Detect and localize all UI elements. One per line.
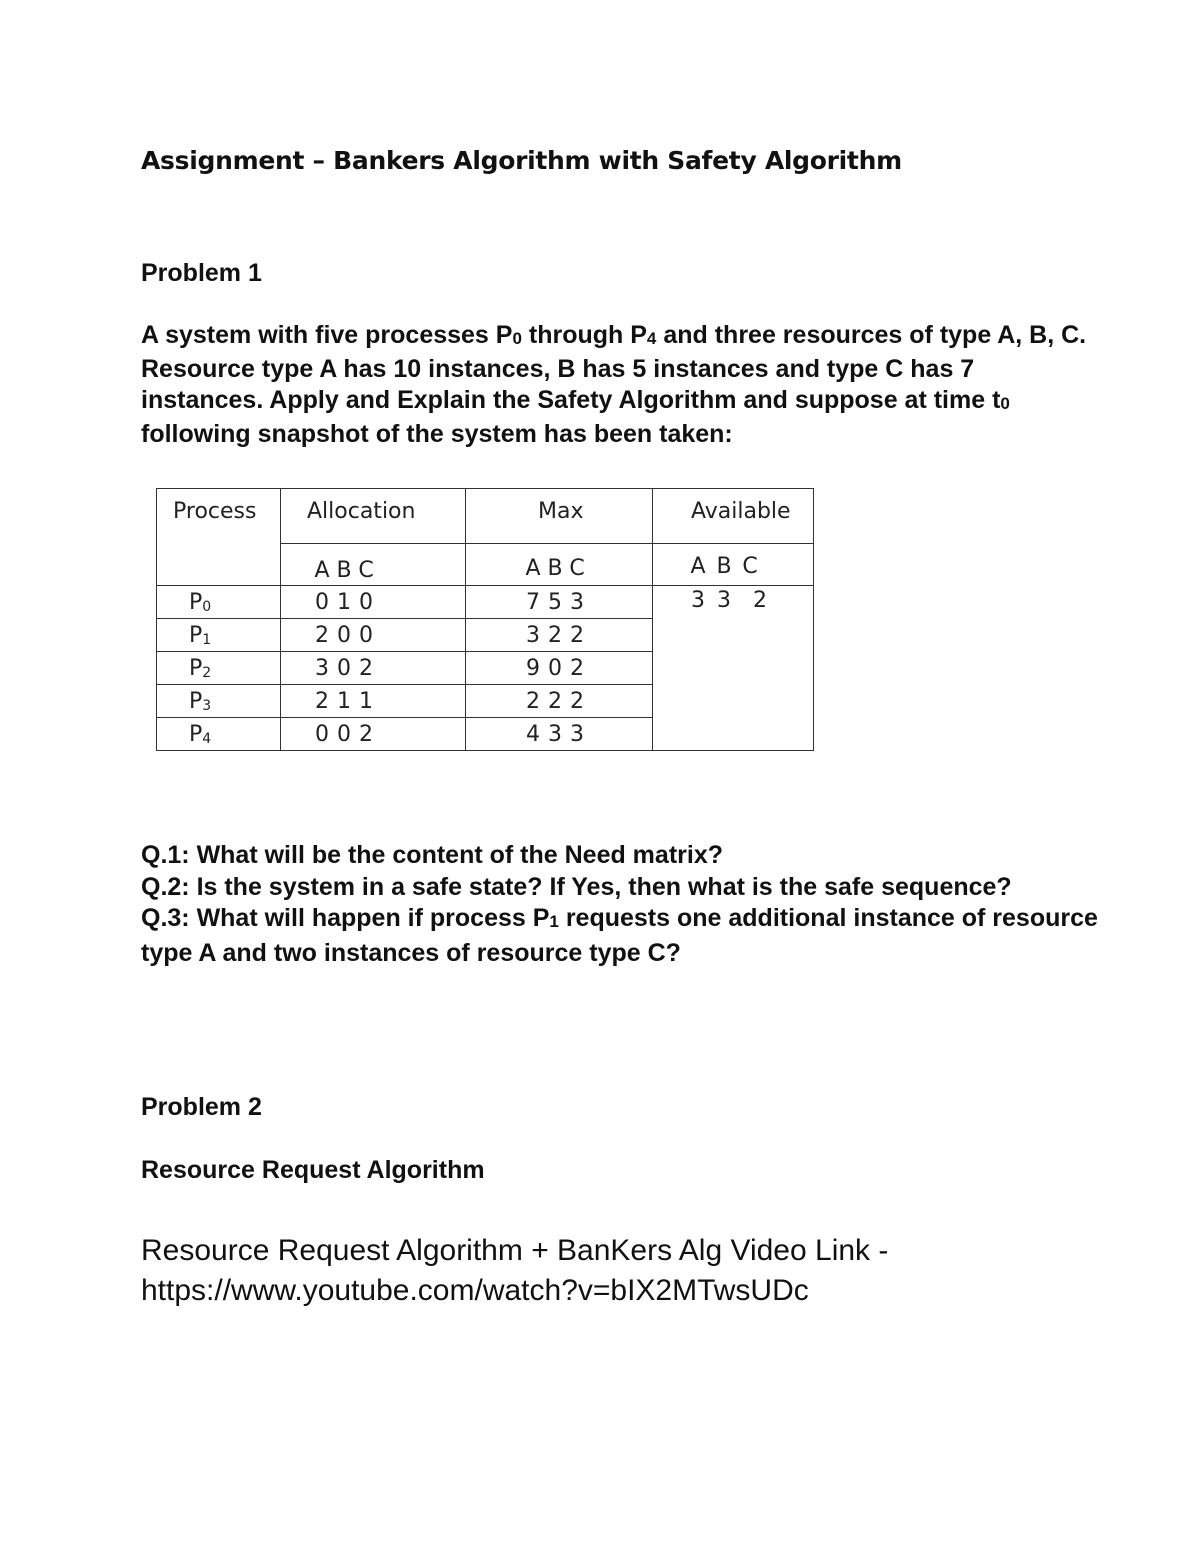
video-link-url[interactable]: https://www.youtube.com/watch?v=bIX2MTwsUDc	[141, 1274, 809, 1307]
label-a: A	[525, 556, 541, 581]
max-cell	[466, 685, 653, 718]
label-c: C	[358, 558, 374, 583]
allocation-cell	[281, 685, 466, 718]
header-allocation: Allocation	[307, 499, 416, 524]
header-max-cell	[466, 489, 653, 544]
max-values: 4 3 3	[526, 722, 584, 747]
available-cell	[653, 586, 814, 751]
para-sub-4: 4	[646, 329, 657, 348]
video-link-block	[141, 1231, 1101, 1311]
allocation-cell	[281, 619, 466, 652]
allocation-values: 3 0 2	[315, 656, 373, 681]
label-c: C	[569, 556, 585, 581]
allocation-cell	[281, 652, 466, 685]
label-a: A	[690, 554, 706, 579]
max-cell	[466, 619, 653, 652]
max-values: 7 5 3	[526, 590, 584, 615]
problem1-description	[141, 320, 1101, 450]
document-title: Assignment – Bankers Algorithm with Safety Algorithm	[141, 146, 902, 175]
video-link-label: Resource Request Algorithm + BanKers Alg Video Link -	[141, 1234, 889, 1267]
question-2: Q.2: Is the system in a safe state? If Yes, then what is the safe sequence?	[141, 872, 1012, 901]
header-allocation-cell	[281, 489, 466, 544]
max-values: 9 0 2	[526, 656, 584, 681]
process-cell	[157, 586, 281, 619]
header-process: Process	[173, 499, 257, 524]
max-abc-labels	[466, 544, 652, 581]
question-3: Q.3: What will happen if process $P_1$ requests one additional instance of resource type A and two instances of resource type C?	[141, 904, 1098, 967]
max-cell	[466, 586, 653, 619]
header-available: Available	[691, 499, 791, 524]
process-name: $P_2$	[189, 656, 212, 681]
problem2-heading: Problem 2	[141, 1093, 262, 1121]
allocation-values: 2 0 0	[315, 623, 373, 648]
para-text-1: A system with five processes P	[141, 321, 513, 349]
alloc-abc-labels	[281, 544, 465, 583]
process-cell	[157, 619, 281, 652]
allocation-cell	[281, 718, 466, 751]
para-text-3: and three resources of type A, B, C. Resource type A has 10 instances, B has 5 instances and type C has 7 instances. Apply and Explain the Safety Algorithm and suppose at time t	[141, 321, 1087, 414]
problem1-heading: Problem 1	[141, 259, 262, 287]
para-sub-t: 0	[1000, 394, 1010, 413]
questions-block	[141, 840, 1101, 969]
header-available-cell	[653, 489, 814, 544]
max-values: 3 2 2	[526, 623, 584, 648]
process-cell	[157, 685, 281, 718]
max-cell	[466, 652, 653, 685]
q3-sub: 1	[549, 912, 559, 931]
label-c: C	[742, 554, 758, 579]
available-values: 3 3 2	[691, 588, 767, 613]
max-abc-cell	[466, 544, 653, 586]
avail-abc-cell	[653, 544, 814, 586]
header-process-cell	[157, 489, 281, 586]
process-cell	[157, 718, 281, 751]
process-name: $P_1$	[189, 623, 212, 648]
allocation-cell	[281, 586, 466, 619]
process-name: $P_0$	[189, 590, 212, 615]
avail-abc-labels	[653, 544, 813, 579]
para-text-2: through P	[521, 321, 647, 349]
process-name: $P_4$	[189, 722, 212, 747]
snapshot-table	[156, 488, 814, 751]
label-b: B	[336, 558, 352, 583]
allocation-values: 2 1 1	[315, 689, 373, 714]
max-values: 2 2 2	[526, 689, 584, 714]
question-1: Q.1: What will be the content of the Need matrix?	[141, 841, 723, 869]
para-text-4: following snapshot of the system has been taken:	[141, 420, 733, 448]
allocation-values: 0 1 0	[315, 590, 373, 615]
header-max: Max	[538, 499, 584, 524]
max-cell	[466, 718, 653, 751]
para-sub-0: 0	[512, 329, 522, 348]
label-a: A	[314, 558, 330, 583]
process-cell	[157, 652, 281, 685]
label-b: B	[716, 554, 732, 579]
table-row	[157, 586, 814, 619]
problem2-subheading: Resource Request Algorithm	[141, 1156, 485, 1184]
label-b: B	[547, 556, 563, 581]
allocation-values: 0 0 2	[315, 722, 373, 747]
process-name: $P_3$	[189, 689, 212, 714]
alloc-abc-cell	[281, 544, 466, 586]
